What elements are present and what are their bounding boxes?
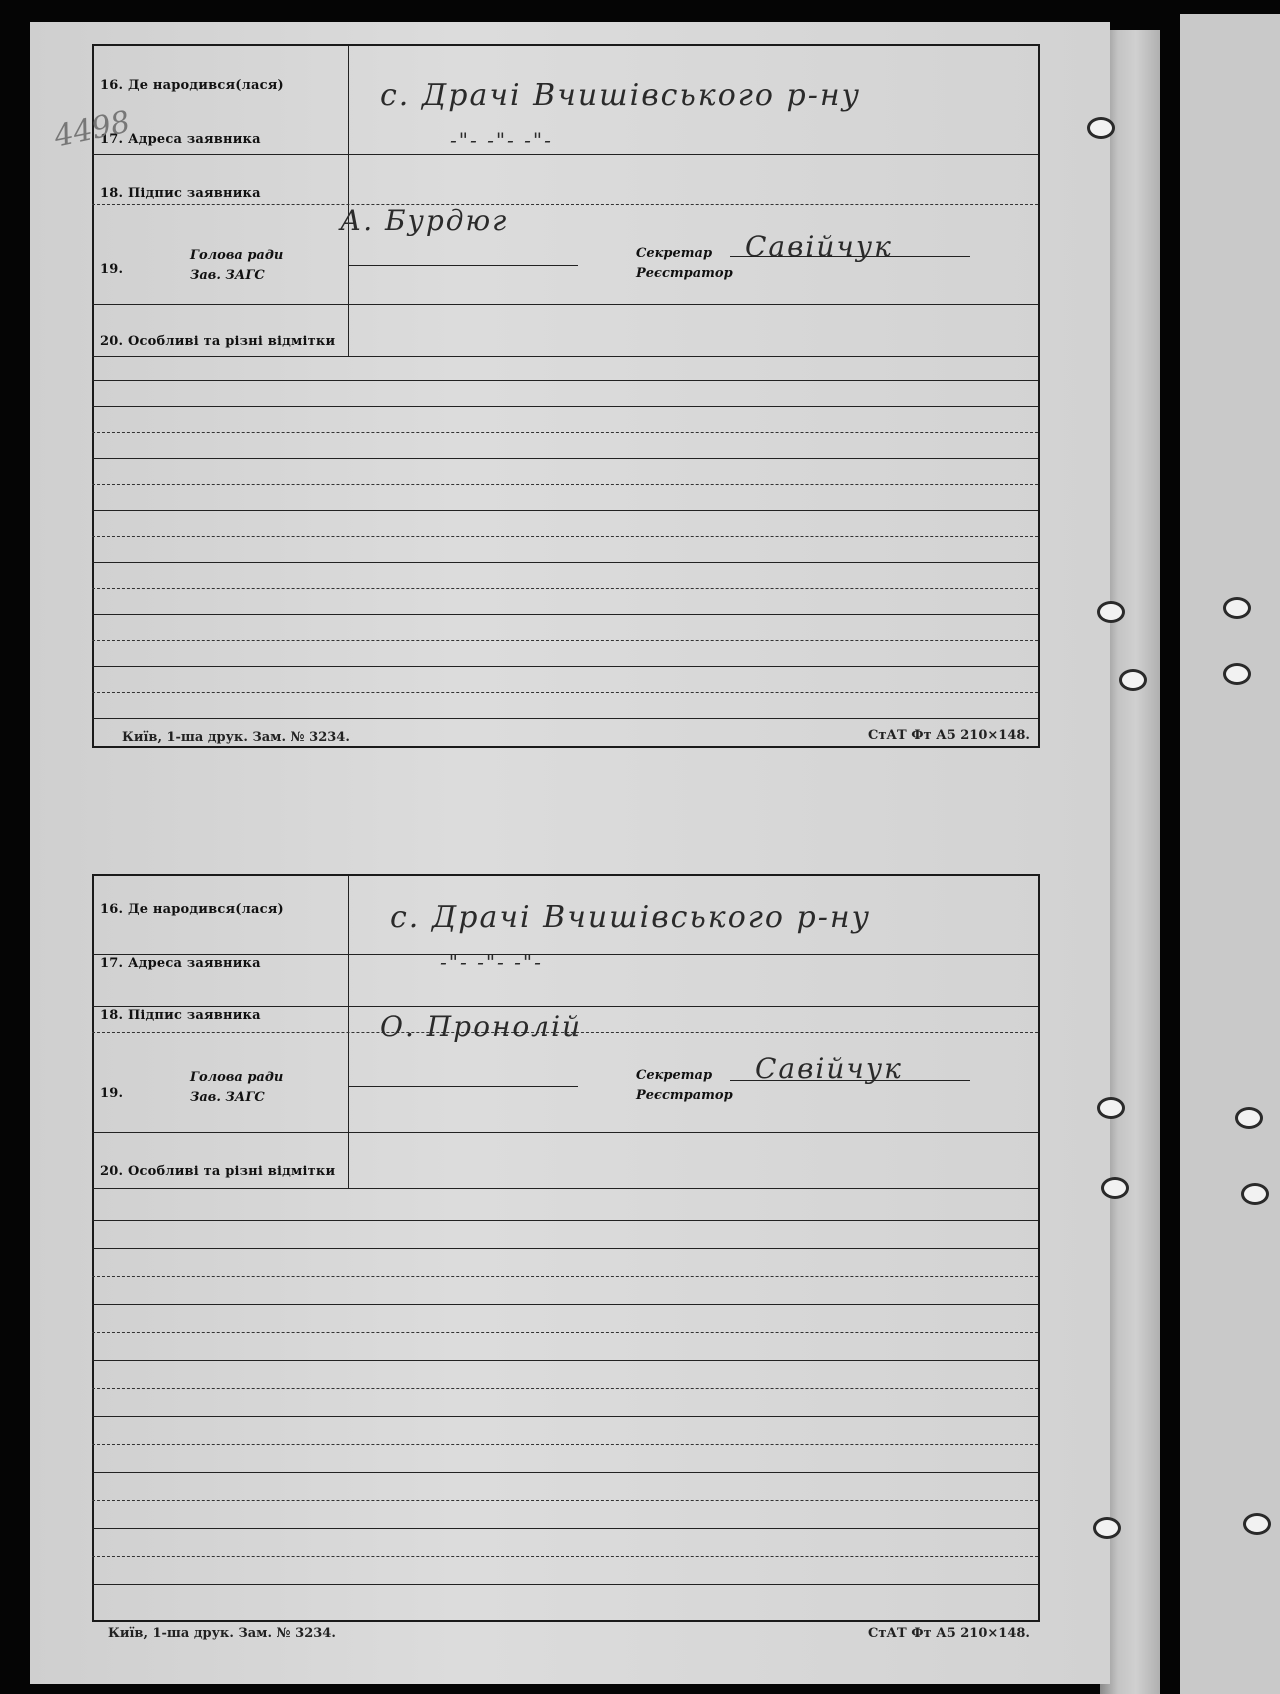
form-bottom-rule [92,1006,1038,1007]
head-signature-line [348,1086,578,1087]
printer-note: Київ, 1-ша друк. Зам. № 3234. [108,1626,336,1641]
form-top-divider [348,46,349,356]
zags-label: Зав. ЗАГС [190,268,265,283]
form-top-rule [92,562,1038,563]
form-top-rule [92,692,1038,693]
form-code: СтАТ Фт А5 210×148. [868,728,1030,743]
form-top-rule [92,380,1038,381]
zags-label: Зав. ЗАГС [190,1090,265,1105]
head-signature-line [348,265,578,266]
archive-number-mark: 4498 [51,104,134,155]
secretary-signature: Савійчук [755,1052,903,1085]
printer-note: Київ, 1-ша друк. Зам. № 3234. [122,730,350,745]
head-label: Голова ради [190,248,284,263]
form-bottom-rule [92,954,1038,955]
applicant-signature: О. Пронолій [380,1010,583,1043]
punch-hole [1226,666,1248,682]
field-17-label: 17. Адреса заявника [100,132,261,147]
form-top-rule [92,458,1038,459]
punch-hole [1096,1520,1118,1536]
form-code: СтАТ Фт А5 210×148. [868,1626,1030,1641]
field-18-label: 18. Підпис заявника [100,186,261,201]
form-top-rule [92,154,1038,155]
form-bottom-rule [92,1360,1038,1361]
form-bottom-rule [92,1556,1038,1557]
registrar-label: Реєстратор [636,266,733,281]
form-bottom-rule [92,1276,1038,1277]
form-top-rule [92,484,1038,485]
form-bottom-rule [92,1528,1038,1529]
form-bottom-rule [92,1584,1038,1585]
form-top-rule [92,204,1038,205]
form-bottom-rule [92,1388,1038,1389]
secretary-label: Секретар [636,246,713,261]
punch-hole [1090,120,1112,136]
form-top-rule [92,406,1038,407]
form-bottom-rule [92,1416,1038,1417]
form-top-rule [92,304,1038,305]
head-label: Голова ради [190,1070,284,1085]
punch-hole [1104,1180,1126,1196]
form-top-rule [92,718,1038,719]
form-top-rule [92,640,1038,641]
form-bottom-rule [92,1188,1038,1189]
field-16-label: 16. Де народився(лася) [100,78,284,93]
field-18-label: 18. Підпис заявника [100,1008,261,1023]
punch-hole [1100,1100,1122,1116]
document-page [30,22,1110,1684]
form-top-rule [92,588,1038,589]
secretary-signature: Савійчук [745,230,893,263]
form-bottom-rule [92,1444,1038,1445]
field-17-label: 17. Адреса заявника [100,956,261,971]
form-top-rule [92,614,1038,615]
form-bottom-rule [92,1248,1038,1249]
punch-hole [1246,1516,1268,1532]
form-bottom-rule [92,1220,1038,1221]
form-bottom-rule [92,1332,1038,1333]
punch-hole [1100,604,1122,620]
punch-hole [1122,672,1144,688]
field-20-label: 20. Особливі та різні відмітки [100,334,336,349]
address-handwritten: -"- -"- -"- [450,128,553,152]
field-16-label: 16. Де народився(лася) [100,902,284,917]
punch-hole [1238,1110,1260,1126]
birthplace-handwritten: с. Драчі Вчишівського р-ну [390,900,872,935]
applicant-signature: А. Бурдюг [340,204,509,237]
form-top-rule [92,666,1038,667]
form-top-rule [92,356,1038,357]
form-top-frame [92,44,1040,748]
secretary-label: Секретар [636,1068,713,1083]
field-19-label: 19. [100,1086,124,1101]
address-handwritten: -"- -"- -"- [440,950,543,974]
field-19-label: 19. [100,262,124,277]
form-top-rule [92,510,1038,511]
punch-hole [1244,1186,1266,1202]
field-20-label: 20. Особливі та різні відмітки [100,1164,336,1179]
punch-hole [1226,600,1248,616]
form-bottom-rule [92,1304,1038,1305]
form-top-rule [92,432,1038,433]
form-bottom-rule [92,1132,1038,1133]
adjacent-page [1180,14,1280,1694]
form-bottom-rule [92,1500,1038,1501]
form-bottom-rule [92,1472,1038,1473]
form-top-rule [92,536,1038,537]
registrar-label: Реєстратор [636,1088,733,1103]
birthplace-handwritten: с. Драчі Вчишівського р-ну [380,78,862,113]
